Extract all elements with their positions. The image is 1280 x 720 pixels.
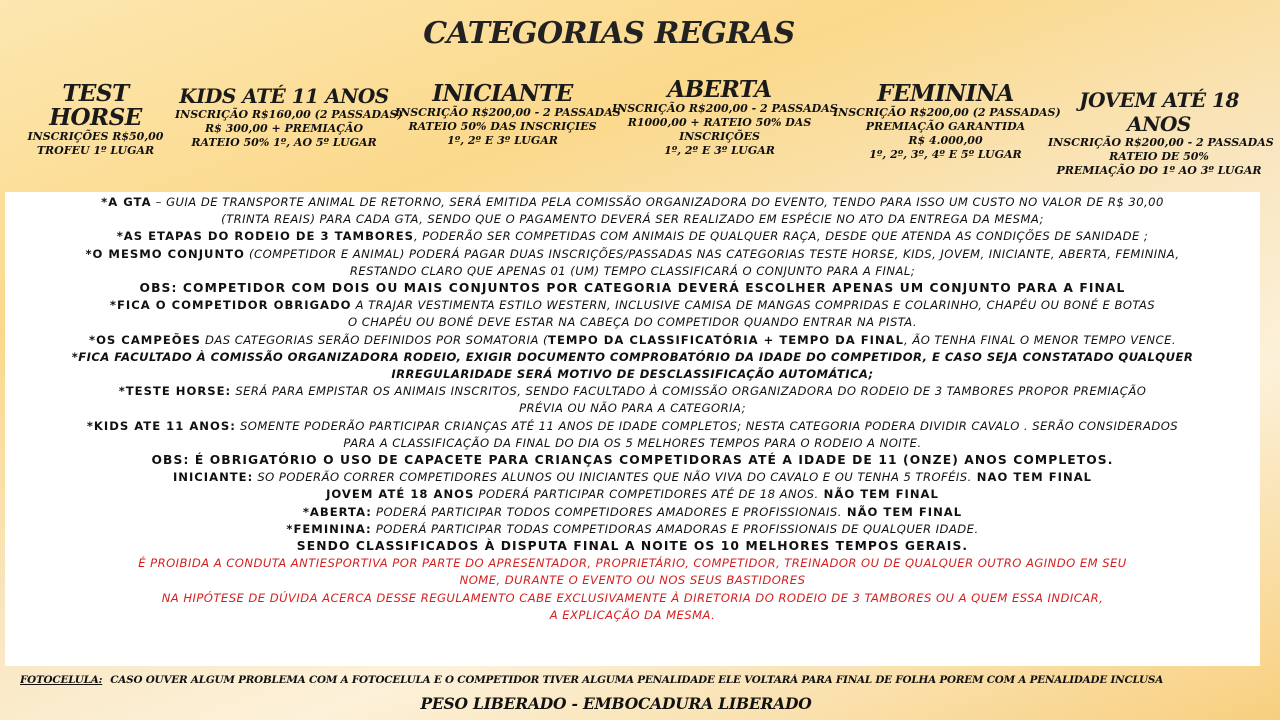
rule-warning-line: A EXPLICAÇÃO DA MESMA. xyxy=(549,607,716,622)
rule-line xyxy=(5,211,1260,228)
rule-line xyxy=(5,469,1260,486)
rule-emphasis: NÃO TEM FINAL xyxy=(841,504,963,519)
rule-line xyxy=(5,383,1260,400)
category-line: TROFEU 1º LUGAR xyxy=(36,144,155,157)
rule-label: JOVEM ATÉ 18 ANOS xyxy=(326,487,475,502)
rule-obs-line: OBS: É OBRIGATÓRIO O USO DE CAPACETE PARA CRIANÇAS COMPETIDORAS ATÉ A IDADE DE 11 (ONZE) ANOS COMPLETOS. xyxy=(151,453,1114,468)
rule-label: *A GTA xyxy=(101,195,152,209)
category-line: INSCRIÇÕES xyxy=(679,130,760,143)
rule-label: *ABERTA: xyxy=(302,504,372,519)
rule-label: *O MESMO CONJUNTO xyxy=(85,246,245,261)
category-line: 1º, 2º E 3º LUGAR xyxy=(664,144,775,157)
rule-text: PARA A CLASSIFICAÇÃO DA FINAL DO DIA OS 5 MELHORES TEMPOS PARA O RODEIO A NOITE. xyxy=(343,435,922,450)
rule-text: PODERÁ PARTICIPAR TODAS COMPETIDORAS AMADORAS E PROFISSIONAIS DE QUALQUER IDADE. xyxy=(371,521,979,536)
category-line: 1º, 2º E 3º LUGAR xyxy=(447,134,558,147)
rule-line xyxy=(5,194,1260,211)
rule-line xyxy=(5,486,1260,503)
rule-warning-line: NOME, DURANTE O EVENTO OU NOS SEUS BASTIDORES xyxy=(459,573,806,588)
rule-line xyxy=(5,418,1260,435)
fotocelula-label: FOTOCELULA: xyxy=(20,674,103,686)
rule-emphasis: NAO TEM FINAL xyxy=(971,470,1093,485)
category-line: PREMIAÇÃO DO 1º AO 3º LUGAR xyxy=(1056,164,1262,177)
category-jovem xyxy=(1048,88,1274,178)
category-line: INSCRIÇÃO R$200,00 - 2 PASSADAS xyxy=(395,106,621,119)
rule-line xyxy=(5,314,1260,331)
category-heading: TEST HORSE xyxy=(49,80,142,131)
category-heading: ABERTA xyxy=(667,76,772,103)
page-title: CATEGORIAS REGRAS xyxy=(423,16,795,51)
category-line: INSCRIÇÕES R$50,00 xyxy=(27,130,164,143)
category-line: INSCRIÇÃO R$200,00 - 2 PASSADAS xyxy=(1048,136,1274,149)
rule-text: PODERÁ PARTICIPAR TODOS COMPETIDORES AMADORES E PROFISSIONAIS. xyxy=(371,504,842,519)
rule-warning-line: NA HIPÓTESE DE DÚVIDA ACERCA DESSE REGULAMENTO CABE EXCLUSIVAMENTE À DIRETORIA DO RODEIO DE 3 TAMBORES OU A QUEM ESSA INDICAR, xyxy=(161,590,1104,605)
rule-line xyxy=(5,228,1260,245)
category-iniciante xyxy=(395,80,621,148)
rule-text: DAS CATEGORIAS SERÃO DEFINIDOS POR SOMATORIA ( xyxy=(200,332,549,347)
rule-text: O CHAPÉU OU BONÉ DEVE ESTAR NA CABEÇA DO COMPETIDOR QUANDO ENTRAR NA PISTA. xyxy=(348,315,917,330)
rule-line: IRREGULARIDADE SERÁ MOTIVO DE DESCLASSIFICAÇÃO AUTOMÁTICA; xyxy=(391,367,874,382)
rule-line xyxy=(5,435,1260,452)
fotocelula-note xyxy=(20,674,1250,686)
category-line: 1º, 2º, 3º, 4º E 5º LUGAR xyxy=(869,148,1022,161)
rule-label: *KIDS ATE 11 ANOS: xyxy=(86,418,236,433)
rule-label: *FEMININA: xyxy=(286,521,372,536)
category-line: INSCRIÇÃO R$160,00 (2 PASSADAS) xyxy=(175,108,403,121)
rule-line xyxy=(5,332,1260,349)
rule-text: PRÉVIA OU NÃO PARA A CATEGORIA; xyxy=(519,401,746,416)
rule-text: PODERÁ PARTICIPAR COMPETIDORES ATÉ DE 18 ANOS. xyxy=(474,487,819,502)
category-feminina xyxy=(833,80,1061,162)
rule-line xyxy=(5,297,1260,314)
category-line: R$ 4.000,00 xyxy=(908,134,983,147)
rule-text: , ÃO TENHA FINAL O MENOR TEMPO VENCE. xyxy=(904,332,1176,347)
category-test-horse xyxy=(18,82,173,158)
rule-text: SERÁ PARA EMPISTAR OS ANIMAIS INSCRITOS, SENDO FACULTADO À COMISSÃO ORGANIZADORA DO RODEIO DE 3 TAMBORES PROPOR PREMIAÇÃO xyxy=(231,384,1147,399)
rule-line xyxy=(5,246,1260,263)
rule-label: INICIANTE: xyxy=(172,470,254,485)
rule-label: *AS ETAPAS DO RODEIO DE 3 TAMBORES xyxy=(116,229,414,244)
fotocelula-text: CASO OUVER ALGUM PROBLEMA COM A FOTOCELULA E O COMPETIDOR TIVER ALGUMA PENALIDADE ELE VOLTARÁ PARA FINAL DE FOLHA POREM COM A PENALIDADE INCLUSA xyxy=(110,674,1164,686)
rule-label: *TESTE HORSE: xyxy=(118,384,232,399)
rule-obs-line: OBS: COMPETIDOR COM DOIS OU MAIS CONJUNTOS POR CATEGORIA DEVERÁ ESCOLHER APENAS UM CONJUNTO PARA A FINAL xyxy=(139,281,1126,296)
category-line: RATEIO DE 50% xyxy=(1109,150,1209,163)
rule-text: RESTANDO CLARO QUE APENAS 01 (UM) TEMPO CLASSIFICARÁ O CONJUNTO PARA A FINAL; xyxy=(349,263,916,278)
rule-line xyxy=(5,400,1260,417)
rule-obs-line: SENDO CLASSIFICADOS À DISPUTA FINAL A NOITE OS 10 MELHORES TEMPOS GERAIS. xyxy=(296,539,969,554)
rule-text: SOMENTE PODERÃO PARTICIPAR CRIANÇAS ATÉ 11 ANOS DE IDADE COMPLETOS; NESTA CATEGORIA PODERA DIVIDIR CAVALO . SERÃO CONSIDERADOS xyxy=(235,418,1179,433)
rule-line xyxy=(5,263,1260,280)
category-line: RATEIO 50% 1º, AO 5º LUGAR xyxy=(191,136,377,149)
category-line: RATEIO 50% DAS INSCRIÇIES xyxy=(408,120,597,133)
rule-text: A TRAJAR VESTIMENTA ESTILO WESTERN, INCLUSIVE CAMISA DE MANGAS COMPRIDAS E COLARINHO, CHAPÉU OU BONÉ E BOTAS xyxy=(351,298,1156,313)
category-aberta xyxy=(612,76,838,158)
rule-line: *FICA FACULTADO À COMISSÃO ORGANIZADORA RODEIO, EXIGIR DOCUMENTO COMPROBATÓRIO DA IDADE DO COMPETIDOR, E CASO SEJA CONSTATADO QUALQUER xyxy=(71,349,1194,364)
category-heading: JOVEM ATÉ 18 ANOS xyxy=(1079,88,1239,136)
bottom-line: PESO LIBERADO - EMBOCADURA LIBERADO xyxy=(420,694,812,713)
category-line: INSCRIÇÃO R$200,00 (2 PASSADAS) xyxy=(833,106,1061,119)
category-line: INSCRIÇÃO R$200,00 - 2 PASSADAS xyxy=(612,102,838,115)
rule-text: (TRINTA REAIS) PARA CADA GTA, SENDO QUE O PAGAMENTO DEVERÁ SER REALIZADO EM ESPÉCIE NO ATO DA ENTREGA DA MESMA; xyxy=(221,212,1044,227)
category-kids xyxy=(175,84,403,150)
rule-label: *FICA O COMPETIDOR OBRIGADO xyxy=(109,298,352,313)
rule-text: , PODERÃO SER COMPETIDAS COM ANIMAIS DE QUALQUER RAÇA, DESDE QUE ATENDA AS CONDIÇÕES DE SANIDADE ; xyxy=(413,229,1149,244)
rule-emphasis: NÃO TEM FINAL xyxy=(818,487,939,502)
rule-emphasis: TEMPO DA CLASSIFICATÓRIA + TEMPO DA FINAL xyxy=(548,332,905,347)
category-line: R$ 300,00 + PREMIAÇÃO xyxy=(204,122,364,135)
category-heading: INICIANTE xyxy=(432,80,573,107)
rule-text: SO PODERÃO CORRER COMPETIDORES ALUNOS OU INICIANTES QUE NÃO VIVA DO CAVALO E OU TENHA 5 TROFÉIS. xyxy=(253,470,972,485)
category-heading: FEMININA xyxy=(877,80,1014,107)
rule-text: (COMPETIDOR E ANIMAL) PODERÁ PAGAR DUAS INSCRIÇÕES/PASSADAS NAS CATEGORIAS TESTE HORSE, KIDS, JOVEM, INICIANTE, ABERTA, FEMININA, xyxy=(244,246,1180,261)
category-line: PREMIAÇÃO GARANTIDA xyxy=(865,120,1026,133)
rule-label: *OS CAMPEÕES xyxy=(89,332,201,347)
category-line: R1000,00 + RATEIO 50% DAS xyxy=(627,116,812,129)
category-heading: KIDS ATÉ 11 ANOS xyxy=(179,84,389,108)
rule-text: – GUIA DE TRANSPORTE ANIMAL DE RETORNO, SERÁ EMITIDA PELA COMISSÃO ORGANIZADORA DO EVENTO, TENDO PARA ISSO UM CUSTO NO VALOR DE R$ 30,00 xyxy=(151,195,1164,209)
rule-warning-line: É PROIBIDA A CONDUTA ANTIESPORTIVA POR PARTE DO APRESENTADOR, PROPRIETÁRIO, COMPETIDOR, TREINADOR OU DE QUALQUER OUTRO AGINDO EM SEU xyxy=(138,556,1127,571)
rule-line xyxy=(5,521,1260,538)
rules-text xyxy=(5,194,1260,624)
rule-line xyxy=(5,504,1260,521)
